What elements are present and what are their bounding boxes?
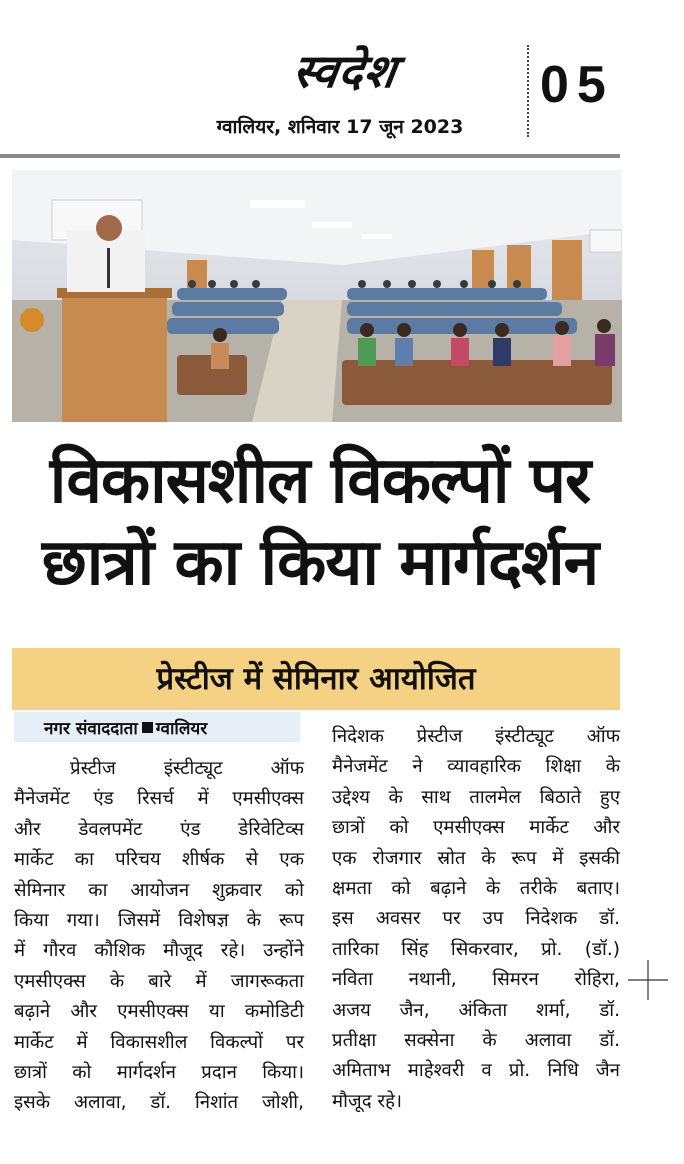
masthead-logo: स्वदेश (289, 44, 401, 98)
headline-line-2: छात्रों का किया मार्गदर्शन (41, 526, 599, 600)
article-line: और डेवलपमेंट एंड डेरिवेटिव्स (14, 818, 304, 840)
article-line: मौजूद रहे। (332, 1090, 403, 1112)
article-line: छात्रों को एमसीएक्स मार्केट और (332, 817, 620, 839)
byline-city: ग्वालियर (155, 719, 208, 739)
article-line: मार्केट में विकासशील विकल्पों पर (14, 1031, 304, 1053)
byline-reporter: नगर संवाददाता (44, 719, 138, 739)
subheadline: प्रेस्टीज में सेमिनार आयोजित (12, 648, 620, 710)
page-number: 05 (540, 56, 614, 114)
article-line: मैनेजमेंट एंड रिसर्च में एमसीएक्स (14, 788, 304, 810)
article-line: में गौरव कौशिक मौजूद रहे। उन्होंने (14, 940, 304, 962)
article-line: निदेशक प्रेस्टीज इंस्टीट्यूट ऑफ (332, 726, 620, 747)
article-line: प्रेस्टीज इंस्टीट्यूट ऑफ (70, 758, 304, 779)
byline-square-icon (142, 722, 153, 733)
article-line: मार्केट का परिचय शीर्षक से एक (14, 849, 304, 871)
article-line: सेमिनार का आयोजन शुक्रवार को (14, 879, 304, 901)
headline (10, 440, 630, 604)
article-line: एमसीएक्स के बारे में जागरूकता (14, 970, 304, 992)
header-rule (0, 154, 620, 158)
article-line: बढ़ाने और एमसीएक्स या कमोडिटी (14, 1001, 304, 1023)
article-line: नविता नथानी, सिमरन रोहिरा, (332, 969, 620, 991)
article-line: अजय जैन, अंकिता शर्मा, डॉ. (332, 999, 620, 1021)
article-line: अमिताभ माहेश्वरी व प्रो. निधि जैन (332, 1060, 620, 1082)
article-line: उद्देश्य के साथ तालमेल बिठाते हुए (332, 786, 620, 808)
article-line: इस अवसर पर उप निदेशक डॉ. (332, 908, 620, 930)
article-line: तारिका सिंह सिकरवार, प्रो. (डॉ.) (332, 938, 620, 960)
article-line: छात्रों को मार्गदर्शन प्रदान किया। (14, 1062, 304, 1084)
masthead-divider (527, 45, 529, 137)
article-line: एक रोजगार स्रोत के रूप में इसकी (332, 847, 620, 869)
article-column-1 (14, 754, 304, 1119)
headline-line-1: विकासशील विकल्पों पर (49, 444, 591, 518)
article-line: मैनेजमेंट ने व्यावहारिक शिक्षा के (332, 756, 620, 778)
seminar-photo (12, 170, 622, 422)
article-line: क्षमता को बढ़ाने के तरीके बताए। (332, 878, 620, 900)
article-line: किया गया। जिसमें विशेषज्ञ के रूप (14, 910, 304, 932)
newspaper-masthead (195, 42, 495, 102)
article-line: प्रतीक्षा सक्सेना के अलावा डॉ. (332, 1030, 620, 1052)
article-line: इसके अलावा, डॉ. निशांत जोशी, (14, 1092, 304, 1114)
article-column-2 (332, 722, 620, 1117)
byline (44, 716, 207, 739)
dateline: ग्वालियर, शनिवार 17 जून 2023 (216, 116, 464, 138)
registration-cross-icon (628, 960, 668, 1000)
